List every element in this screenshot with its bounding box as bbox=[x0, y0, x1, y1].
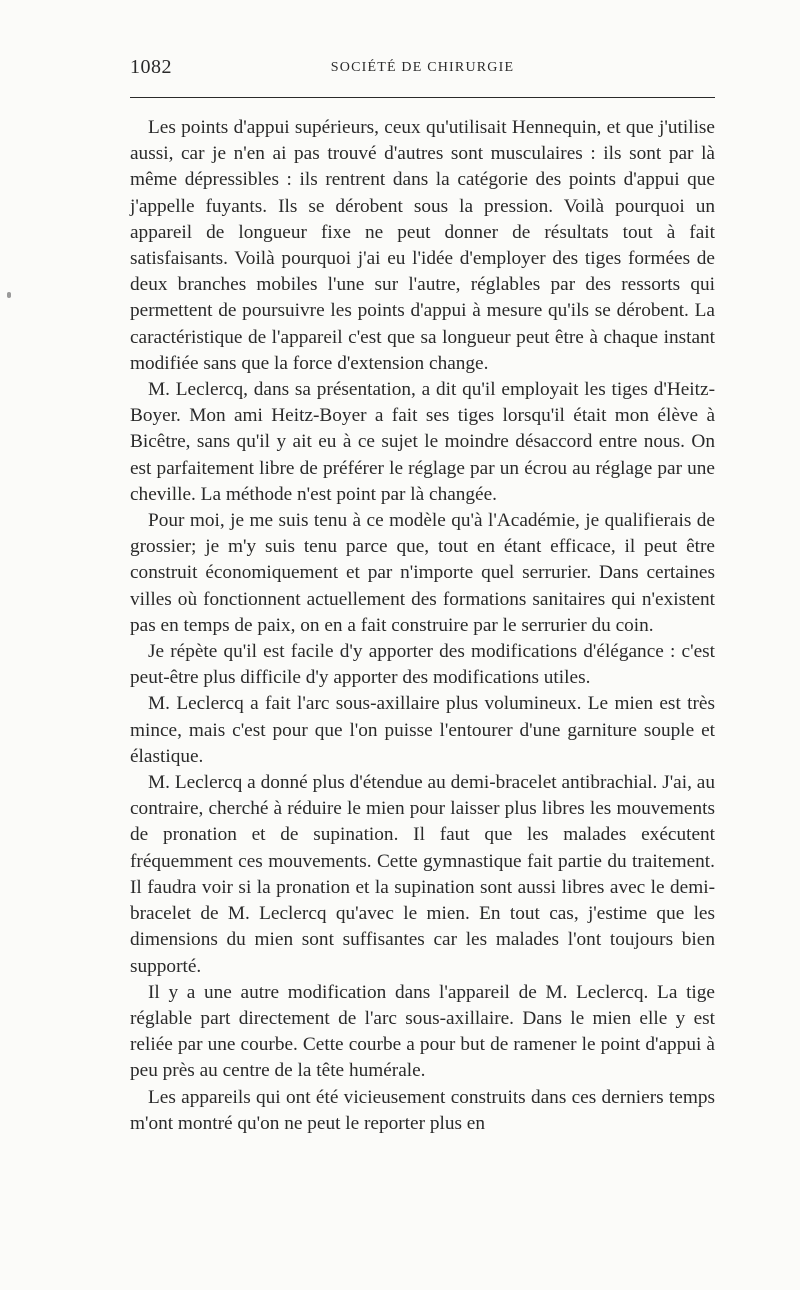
paragraph-modele: Pour moi, je me suis tenu à ce modèle qu'à l'Académie, je qualifierais de grossier; je m'y suis tenu parce que, tout en étant efficace, il peut être construit économiquement et par n'importe quel serrurier. Dans certaines villes où fonctionnent actuellement des formations sanitaires qui n'existent pas en temps de paix, on en a fait construire par le serrurier du coin. bbox=[130, 510, 715, 636]
body-text bbox=[130, 115, 715, 1137]
margin-speck bbox=[7, 292, 11, 298]
page-number: 1082 bbox=[130, 56, 172, 78]
paragraph-points-d-appui: Les points d'appui supérieurs, ceux qu'utilisait Hennequin, et que j'utilise aussi, car je n'en ai pas trouvé d'autres sont musculaires : ils sont par là même dépressibles : ils rentrent dans la catégorie des points d'appui que j'appelle fuyants. Ils se dérobent sous la pression. Voilà pourquoi un appareil de longueur fixe ne peut donner de résultats tout à fait satisfaisants. Voilà pourquoi j'ai eu l'idée d'employer des tiges formées de deux branches mobiles l'une sur l'autre, réglables par des ressorts qui permettent de poursuivre les points d'appui à mesure qu'ils se dérobent. La caractéristique de l'appareil c'est que sa longueur peut être à chaque instant modifiée sans que la force d'extension change. bbox=[130, 117, 715, 374]
paragraph-elegance: Je répète qu'il est facile d'y apporter des modifications d'élégance : c'est peut-être plus difficile d'y apporter des modifications utiles. bbox=[130, 641, 715, 689]
paragraph-tige-reglable: Il y a une autre modification dans l'appareil de M. Leclercq. La tige réglable part directement de l'arc sous-axillaire. Dans le mien elle y est reliée par une courbe. Cette courbe a pour but de ramener le point d'appui à peu près au centre de la tête humérale. bbox=[130, 981, 715, 1082]
page-header bbox=[130, 56, 715, 90]
header-rule bbox=[130, 97, 715, 98]
paragraph-arc-sous-axillaire: M. Leclercq a fait l'arc sous-axillaire plus volumineux. Le mien est très mince, mais c'est pour que l'on puisse l'entourer d'une garniture souple et élastique. bbox=[130, 693, 715, 767]
running-head: SOCIÉTÉ DE CHIRURGIE bbox=[330, 60, 515, 75]
paragraph-demi-bracelet: M. Leclercq a donné plus d'étendue au demi-bracelet antibrachial. J'ai, au contraire, cherché à réduire le mien pour laisser plus libres les mouvements de pronation et de supination. Il faut que les malades exécutent fréquemment ces mouvements. Cette gymnastique fait partie du traitement. Il faudra voir si la pronation et la supination sont aussi libres avec le demi-bracelet de M. Leclercq qu'avec le mien. En tout cas, j'estime que les dimensions du mien sont suffisantes car les malades l'ont toujours bien supporté. bbox=[130, 772, 715, 977]
paragraph-heitz-boyer: M. Leclercq, dans sa présentation, a dit qu'il employait les tiges d'Heitz-Boyer. Mon ami Heitz-Boyer a fait ses tiges lorsqu'il était mon élève à Bicêtre, sans qu'il y ait eu à ce sujet le moindre désaccord entre nous. On est parfaitement libre de préférer le réglage par un écrou au réglage par une cheville. La méthode n'est point par là changée. bbox=[130, 379, 715, 505]
paragraph-appareils: Les appareils qui ont été vicieusement construits dans ces derniers temps m'ont montré qu'on ne peut le reporter plus en bbox=[130, 1086, 715, 1134]
